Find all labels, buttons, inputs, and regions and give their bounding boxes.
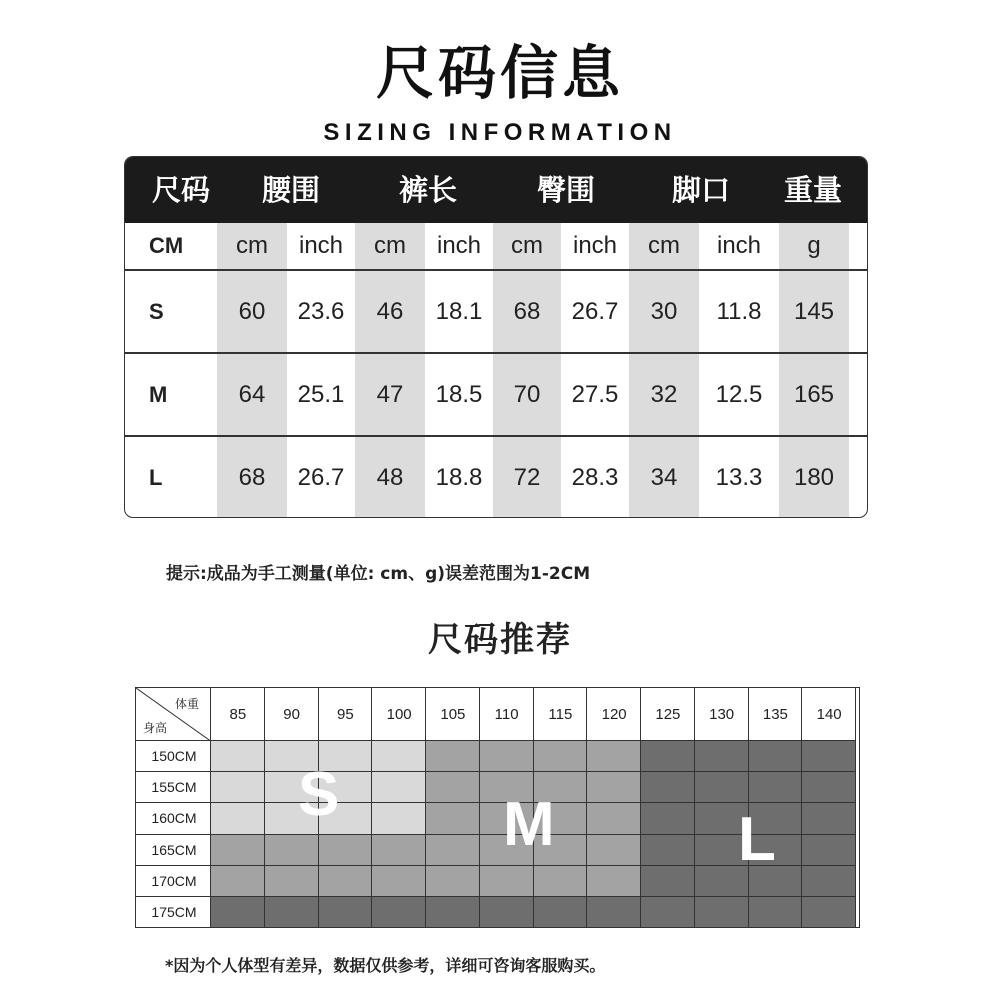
zone-cell xyxy=(802,866,856,897)
table-cell: inch xyxy=(716,232,762,259)
size-zone-label-m: M xyxy=(503,790,555,859)
weight-header xyxy=(587,687,641,741)
zone-cell xyxy=(641,835,695,866)
table-cell: inch xyxy=(436,232,482,259)
table-cell: 18.1 xyxy=(435,298,483,325)
zone-cell xyxy=(695,897,749,928)
table-cell: 180 xyxy=(793,464,835,491)
table-cell: 48 xyxy=(376,464,404,491)
height-header xyxy=(135,835,211,866)
weight-header xyxy=(480,687,534,741)
footnote: *因为个人体型有差异，数据仅供参考，详细可咨询客服购买。 xyxy=(165,956,606,975)
zone-cell xyxy=(211,741,265,772)
size-recommend-grid xyxy=(135,687,860,928)
weight-header xyxy=(749,687,803,741)
zone-cell xyxy=(211,803,265,834)
header-label: 尺码 xyxy=(151,173,210,207)
table-cell: 26.7 xyxy=(297,464,345,491)
zone-cell xyxy=(319,897,373,928)
size-table-header xyxy=(125,157,868,223)
weight-label: 140 xyxy=(816,706,842,723)
zone-cell xyxy=(480,741,534,772)
table-cell: g xyxy=(807,232,821,259)
zone-cell xyxy=(426,803,480,834)
zone-cell xyxy=(695,741,749,772)
table-cell: 46 xyxy=(376,298,404,325)
table-cell: inch xyxy=(298,232,344,259)
table-cell: 13.3 xyxy=(715,464,763,491)
table-cell: 34 xyxy=(650,464,678,491)
zone-cell xyxy=(211,866,265,897)
weight-label: 85 xyxy=(229,706,247,723)
table-cell: inch xyxy=(572,232,618,259)
height-header xyxy=(135,741,211,772)
weight-label: 100 xyxy=(386,706,412,723)
table-cell: 70 xyxy=(513,381,541,408)
corner-weight-label: 体重 xyxy=(175,697,200,711)
zone-cell xyxy=(695,772,749,803)
table-cell: 26.7 xyxy=(571,298,619,325)
table-cell: 68 xyxy=(238,464,266,491)
zone-cell xyxy=(802,772,856,803)
size-zone-label-s: S xyxy=(298,760,340,829)
page-subtitle: SIZING INFORMATION xyxy=(323,119,677,146)
table-cell: 145 xyxy=(793,298,835,325)
zone-cell xyxy=(372,772,426,803)
height-header xyxy=(135,803,211,834)
weight-label: 130 xyxy=(709,706,735,723)
zone-cell xyxy=(426,741,480,772)
row-label: L xyxy=(149,465,163,490)
weight-label: 125 xyxy=(655,706,681,723)
table-cell: 47 xyxy=(376,381,404,408)
header-label: 重量 xyxy=(783,173,842,207)
zone-cell xyxy=(211,897,265,928)
height-label: 170CM xyxy=(151,872,197,889)
zone-cell xyxy=(587,772,641,803)
zone-cell xyxy=(641,803,695,834)
zone-cell xyxy=(749,772,803,803)
table-cell: 165 xyxy=(793,381,835,408)
table-cell: cm xyxy=(374,232,406,259)
table-cell: 30 xyxy=(650,298,678,325)
zone-cell xyxy=(587,803,641,834)
zone-cell xyxy=(587,897,641,928)
zone-cell xyxy=(319,835,373,866)
zone-cell xyxy=(534,866,588,897)
zone-cell xyxy=(534,741,588,772)
zone-cell xyxy=(211,772,265,803)
page-title: 尺码信息 xyxy=(375,39,624,107)
weight-header xyxy=(534,687,588,741)
zone-cell xyxy=(749,897,803,928)
zone-cell xyxy=(426,835,480,866)
recommend-title: 尺码推荐 xyxy=(428,620,572,660)
table-cell: 23.6 xyxy=(297,298,345,325)
table-cell: cm xyxy=(648,232,680,259)
zone-cell xyxy=(587,866,641,897)
zone-cell xyxy=(802,897,856,928)
table-cell: 68 xyxy=(513,298,541,325)
zone-cell xyxy=(319,866,373,897)
table-cell: 12.5 xyxy=(715,381,763,408)
size-table xyxy=(124,156,868,518)
height-label: 175CM xyxy=(151,904,197,920)
header-label: 腰围 xyxy=(261,173,320,207)
table-cell: cm xyxy=(236,232,268,259)
height-label: 160CM xyxy=(151,810,197,827)
weight-label: 105 xyxy=(440,706,466,723)
weight-label: 90 xyxy=(283,706,300,723)
table-cell: 11.8 xyxy=(716,298,762,325)
zone-cell xyxy=(372,835,426,866)
weight-header xyxy=(695,687,749,741)
zone-cell xyxy=(802,741,856,772)
measurement-note: 提示:成品为手工测量(单位: cm、g)误差范围为1-2CM xyxy=(166,564,591,584)
weight-label: 135 xyxy=(762,706,788,723)
weight-label: 110 xyxy=(494,706,519,723)
zone-cell xyxy=(265,897,319,928)
zone-cell xyxy=(265,866,319,897)
height-label: 155CM xyxy=(151,779,197,796)
zone-cell xyxy=(749,741,803,772)
height-header xyxy=(135,897,211,928)
zone-cell xyxy=(372,897,426,928)
table-cell: 25.1 xyxy=(297,381,345,408)
table-cell: 32 xyxy=(650,381,678,408)
header-label: 臀围 xyxy=(536,173,595,207)
weight-header xyxy=(372,687,426,741)
header-label: 裤长 xyxy=(398,173,457,207)
height-label: 150CM xyxy=(151,748,197,764)
corner-height-label: 身高 xyxy=(143,721,168,735)
zone-cell xyxy=(426,772,480,803)
table-cell: 72 xyxy=(513,464,541,491)
zone-cell xyxy=(372,803,426,834)
zone-cell xyxy=(641,897,695,928)
zone-cell xyxy=(372,866,426,897)
zone-cell xyxy=(802,835,856,866)
zone-cell xyxy=(426,897,480,928)
zone-cell xyxy=(641,772,695,803)
zone-cell xyxy=(211,835,265,866)
table-cell: 28.3 xyxy=(571,464,619,491)
zone-cell xyxy=(534,897,588,928)
zone-cell xyxy=(802,803,856,834)
header-label: 脚口 xyxy=(671,173,730,207)
weight-header xyxy=(319,687,373,741)
weight-label: 120 xyxy=(601,706,627,723)
zone-cell xyxy=(587,741,641,772)
zone-cell xyxy=(480,866,534,897)
height-header xyxy=(135,772,211,803)
weight-header xyxy=(211,687,265,741)
weight-header xyxy=(802,687,856,741)
weight-header xyxy=(641,687,695,741)
row-label: M xyxy=(149,382,168,407)
zone-cell xyxy=(641,741,695,772)
height-label: 165CM xyxy=(151,841,197,858)
table-cell: 18.8 xyxy=(435,464,483,491)
table-cell: 60 xyxy=(238,298,266,325)
row-label: CM xyxy=(149,233,184,258)
zone-cell xyxy=(480,897,534,928)
weight-header xyxy=(265,687,319,741)
weight-label: 95 xyxy=(337,706,354,723)
zone-cell xyxy=(426,866,480,897)
zone-cell xyxy=(587,835,641,866)
table-cell: 27.5 xyxy=(571,381,619,408)
size-zone-label-l: L xyxy=(738,805,776,874)
table-cell: 18.5 xyxy=(435,381,483,408)
zone-cell xyxy=(372,741,426,772)
zone-cell xyxy=(641,866,695,897)
table-cell: cm xyxy=(511,232,543,259)
row-label: S xyxy=(149,299,164,324)
weight-header xyxy=(426,687,480,741)
zone-cell xyxy=(265,835,319,866)
table-cell: 64 xyxy=(238,381,266,408)
weight-label: 115 xyxy=(548,706,573,723)
height-header xyxy=(135,866,211,897)
